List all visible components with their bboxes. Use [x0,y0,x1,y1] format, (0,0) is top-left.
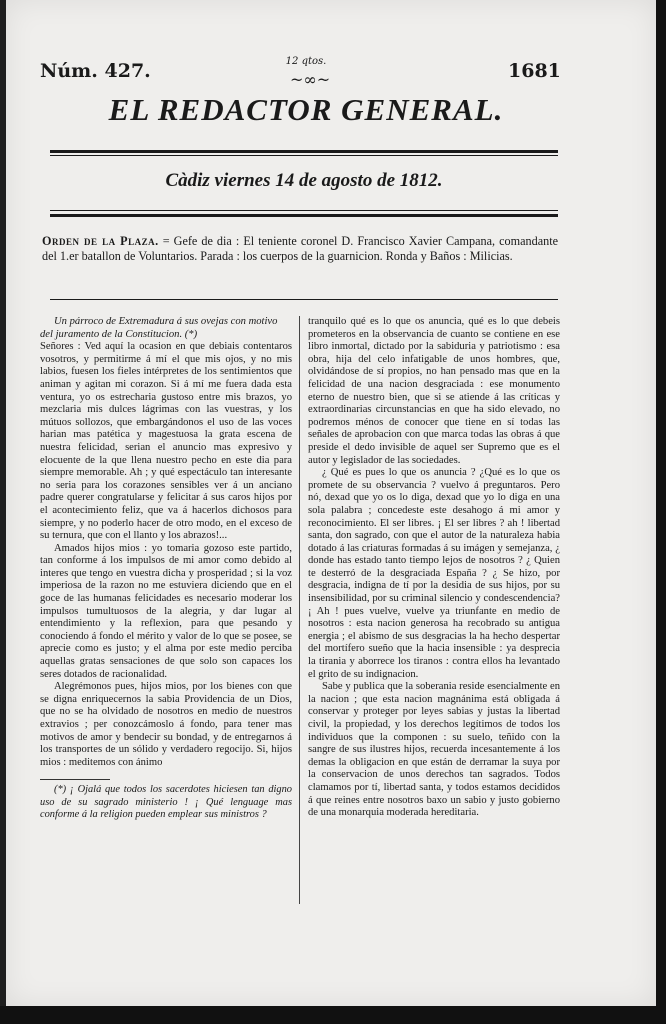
ornament-flourish: ~∞~ [290,70,331,89]
divider-rule [50,299,558,300]
right-column [308,316,560,820]
left-column [40,316,292,821]
issue-price: 12 qtos. [285,56,327,67]
article-heading: Un párroco de Extremadura á sus ovejas con motivo del juramento de la Constitucion. (*) [40,316,278,340]
paragraph: ¿ Qué es pues lo que os anuncia ? ¿Qué es lo que os promete de su observancia ? vuelvo á preguntaros. Pero nó, dexad que yo os lo diga, dexad que yo lo diga en una sola palabra ; concedeste este desahogo á mi amor y reconocimiento. El ser libres. ¡ El ser libres ? ah ! libertad santa, don sagrado, con que el autor de la naturaleza habia dotado á las criaturas formadas á su imágen y semejanza, ¿ donde has estado tanto tiempo lejos de nosotros ? ¿ Quien te desterró de la desgraciada España ? ¿ Se hizo, por desgracia, indigna de tí por la desidia de sus hijos, por su insensibilidad, por su criminal silencio y condescendencia? ¡ Ah ! pues vuelve, vuelve ya triunfante en medio de nosotros : esta nacion generosa ha recobrado su antigua energia ; el abismo de sus desgracias la ha hecho despertar del mortífero sueño que la hacia insensible : ya desprecia la tirania y aborrece los tiranos : contra ellos ha levantado el grito de su indignacion. [308,467,560,680]
orden-de-la-plaza [42,234,558,263]
orden-label: Orden de la Plaza. [42,234,159,248]
divider-rule [50,150,558,153]
paragraph: Señores : Ved aquí la ocasion en que debiais contentaros vosotros, y permitirme á mí el que mis ojos, y no mis labios, fuesen los fieles intérpretes de los sentimientos que animan y agitan mi corazon. Si á mí me fuera dada esta ventura, yo os estrecharia gustoso entre mis brazos, yo mezclaria mis dulces lágrimas con las vuestras, y los mútuos sollozos, que embargándonos el uso de las voces harian mas patética y magestuosa la grata escena de nuestra felicidad, serian el anuncio mas expresivo y elocuente de la que llena nuestro pecho en este dia para siempre memorable. Ah ; y qué espectáculo tan interesante no seria para los corazones sensibles ver á un anciano padre querer congratularse y felicitar á sus caros hijos por el acontecimiento feliz, que va á hacerlos dichosos para siempre, y no poderlo hacer de otro modo, en el exceso de su ternura, que con el llanto y los abrazos!... [40,341,292,542]
paragraph: Alegrémonos pues, hijos mios, por los bienes con que se digna enriquecernos la sabia Providencia de un Dios, que no se ha olvidado de nosotros en medio de nuestros extravios ; per conozcámoslo á fondo, para tener mas motivos de amor y bendecir su bondad, y de entregarnos á los transportes de un sólido y verdadero regocijo. Si, hijos mios : meditemos con ánimo [40,681,292,768]
newspaper-title: EL REDACTOR GENERAL. [108,92,504,127]
scan-edge [656,0,666,1024]
paragraph: Amados hijos mios : yo tomaria gozoso este partido, tan conforme á los impulsos de mi amor como debido al interes que tengo en vuestra dicha y prosperidad ; si la voz imperiosa de la razon no me estuviera diciendo que en el goce de las humanas felicidades es necesario moderar los impulsos tumultuosos de la alegria, y dar lugar al entendimiento y la reflexion, para que pesando y conociendo á fondo el mérito y valor de lo que se posee, se aprecie como es justo; y el alma por este medio perciba aquellas gratas sensaciones de que solo son capaces los seres dotados de racionalidad. [40,542,292,680]
footnote-rule [40,779,110,780]
column-divider [299,316,300,904]
dateline: Càdiz viernes 14 de agosto de 1812. [165,170,443,191]
paragraph: Sabe y publica que la soberania reside esencialmente en la nacion ; que esta nacion magnánima está obligada á conservar y proteger por leyes sabias y justas la libertad civil, la propiedad, y los derechos legítimos de todos los individuos que la componen : su suelo, teñido con la sangre de sus ilustres hijos, recuerda incesantemente á los demas la obligacion en que están de derramar la suya por la conservacion de unos derechos tan sagrados. Todos clamamos por tí, libertad santa, y todos estamos decididos á que reines entre nosotros baxo un sabio y justo gobierno de una monarquia moderada hereditaria. [308,681,560,819]
divider-rule [50,210,558,211]
scan-edge [0,1006,666,1024]
divider-rule [50,155,558,156]
footnote: (*) ¡ Ojalá que todos los sacerdotes hiciesen tan digno uso de su sagrado ministerio ! ¡ Qué lenguage mas conforme á la religion pueden emplear sus ministros ? [40,784,292,820]
newspaper-page [6,0,656,1006]
orden-text: = Gefe de dia : El teniente coronel D. Francisco Xavier Campana, comandante del 1.er batallon de Voluntarios. Parada : los cuerpos de la guarnicion. Ronda y Baños : Milicias. [42,234,558,263]
issue-number: Núm. 427. [40,60,151,82]
paragraph: tranquilo qué es lo que os anuncia, qué es lo que debeis prometeros en la observancia de cuanto se contiene en ese libro inmortal, dictado por la sabiduria y patriotismo : esa obra, hija del celo infatigable de unos hombres, que, olvidándose de sí propios, no han pensado mas que en la felicidad de una nacion desgraciada : ese monumento eterno de nuestro bien, que si se atiende á las críticas y extraordinarias circunstancias en que ha sido elevado, no podremos ménos de conocer que tiene en sí todas las señales de aprobacion con que marca todas las obras á que preside el dedo invisible de aquel ser Supremo que es el autor y legislador de las sociedades. [308,316,560,466]
divider-rule [50,214,558,217]
page-number: 1681 [508,60,561,82]
